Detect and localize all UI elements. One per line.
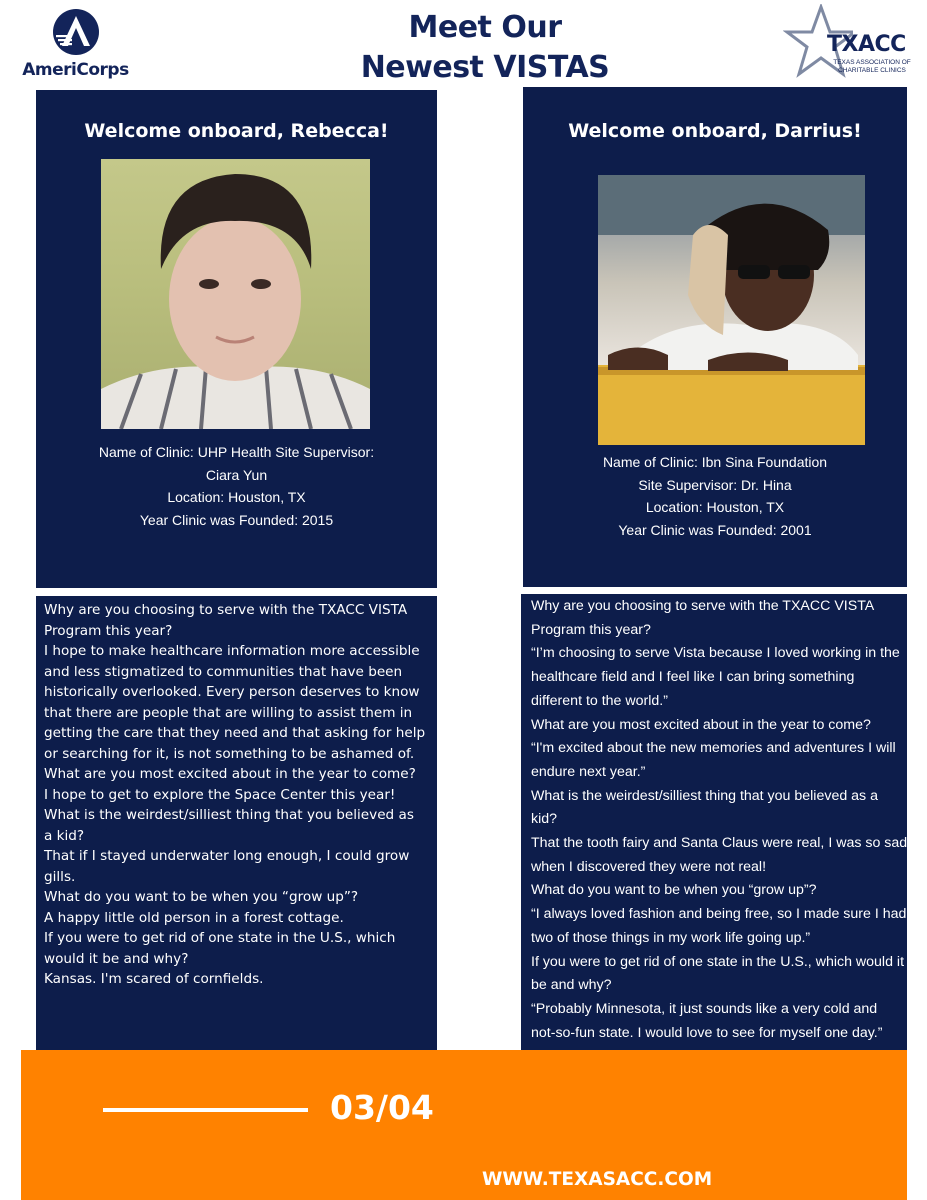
qa-line: gills. xyxy=(44,868,76,885)
qa-line: That the tooth fairy and Santa Claus were real, I was so sad xyxy=(531,835,908,852)
qa-line: Program this year? xyxy=(531,621,651,638)
qa-line: What do you want to be when you “grow up”? xyxy=(44,889,359,905)
qa-line: be and why? xyxy=(531,977,612,994)
americorps-logo xyxy=(18,8,133,82)
qa-line: What is the weirdest/silliest thing that you believed as xyxy=(44,807,414,823)
txacc-wordmark: TXACC xyxy=(827,32,906,57)
profile-heading: Welcome onboard, Darrius! xyxy=(568,120,862,142)
qa-line: “I'm excited about the new memories and adventures I will xyxy=(531,740,896,757)
americorps-emblem-icon xyxy=(18,8,133,60)
profile-info xyxy=(523,451,907,541)
page-number: 03/04 xyxy=(330,1088,434,1127)
qa-line: What are you most excited about in the year to come? xyxy=(44,766,416,782)
qa-line: “I’m choosing to serve Vista because I loved working in the xyxy=(531,645,900,662)
qa-line: If you were to get rid of one state in the U.S., which would it xyxy=(531,953,905,970)
year-founded: Year Clinic was Founded: 2015 xyxy=(139,511,334,528)
qa-line: Why are you choosing to serve with the TXACC VISTA xyxy=(44,602,408,618)
qa-text xyxy=(44,600,425,990)
profile-info xyxy=(36,441,437,531)
txacc-subtitle: TEXAS ASSOCIATION OF CHARITABLE CLINICS xyxy=(833,59,911,74)
year-founded: Year Clinic was Founded: 2001 xyxy=(618,521,812,538)
qa-line: two of those things in my work life going up.” xyxy=(531,929,811,946)
qa-line: a kid? xyxy=(44,827,85,844)
qa-line: A happy little old person in a forest cottage. xyxy=(44,909,344,926)
qa-line: Why are you choosing to serve with the TXACC VISTA xyxy=(531,598,875,614)
profile-heading: Welcome onboard, Rebecca! xyxy=(84,120,389,142)
qa-line: I hope to make healthcare information more accessible xyxy=(44,643,420,659)
profile-photo xyxy=(101,159,370,429)
qa-line: What do you want to be when you “grow up”? xyxy=(531,882,817,899)
site-supervisor: Site Supervisor: Dr. Hina xyxy=(638,476,792,493)
qa-line: kid? xyxy=(531,811,558,828)
footer-band xyxy=(21,1050,907,1200)
qa-line: What is the weirdest/silliest thing that you believed as a xyxy=(531,787,878,804)
page-divider-line xyxy=(103,1108,308,1112)
profile-card-rebecca xyxy=(36,90,437,588)
qa-line: If you were to get rid of one state in the U.S., which xyxy=(44,930,396,946)
location: Location: Houston, TX xyxy=(167,489,306,505)
qa-line: Kansas. I'm scared of cornfields. xyxy=(44,971,264,987)
qa-line: not-so-fun state. I would love to see for myself one day.” xyxy=(531,1024,883,1041)
site-supervisor: Ciara Yun xyxy=(205,466,268,483)
txacc-logo xyxy=(783,4,915,78)
qa-panel-rebecca xyxy=(36,596,437,1050)
qa-line: when I discovered they were not real! xyxy=(531,858,767,875)
qa-line: Program this year? xyxy=(44,622,173,639)
qa-line: getting the care that they need and that asking for help xyxy=(44,725,426,741)
qa-line: “Probably Minnesota, it just sounds like a very cold and xyxy=(531,1000,878,1017)
page-title-line1: Meet Our xyxy=(408,10,562,45)
qa-line: and less stigmatized to communities that have been xyxy=(44,663,403,680)
qa-line: or searching for it, is not something to be ashamed of. xyxy=(44,745,415,762)
qa-line: “I always loved fashion and being free, so I made sure I had xyxy=(531,906,907,923)
americorps-wordmark: AmeriCorps xyxy=(22,60,129,80)
qa-line: different to the world.” xyxy=(531,692,668,709)
qa-line: would it be and why? xyxy=(44,950,189,967)
qa-line: that there are people that are willing to assist them in xyxy=(44,704,413,721)
page-title-line2: Newest VISTAS xyxy=(360,50,610,85)
qa-line: healthcare field and I feel like I can bring something xyxy=(531,669,855,686)
profile-photo xyxy=(598,175,865,445)
qa-line: What are you most excited about in the year to come? xyxy=(531,716,871,733)
page-title xyxy=(300,8,670,88)
clinic-name: Name of Clinic: UHP Health Site Supervisor: xyxy=(98,444,375,460)
qa-panel-darrius xyxy=(521,594,907,1050)
qa-line: endure next year.” xyxy=(531,763,646,780)
qa-line: I hope to get to explore the Space Center this year! xyxy=(44,786,396,803)
website-link[interactable]: WWW.TEXASACC.COM xyxy=(482,1169,713,1190)
qa-line: historically overlooked. Every person deserves to know xyxy=(44,684,420,700)
clinic-name: Name of Clinic: Ibn Sina Foundation xyxy=(602,454,828,470)
location: Location: Houston, TX xyxy=(645,499,785,515)
qa-line: That if I stayed underwater long enough, I could grow xyxy=(44,848,410,864)
qa-text xyxy=(531,595,907,1045)
profile-card-darrius xyxy=(523,87,907,587)
